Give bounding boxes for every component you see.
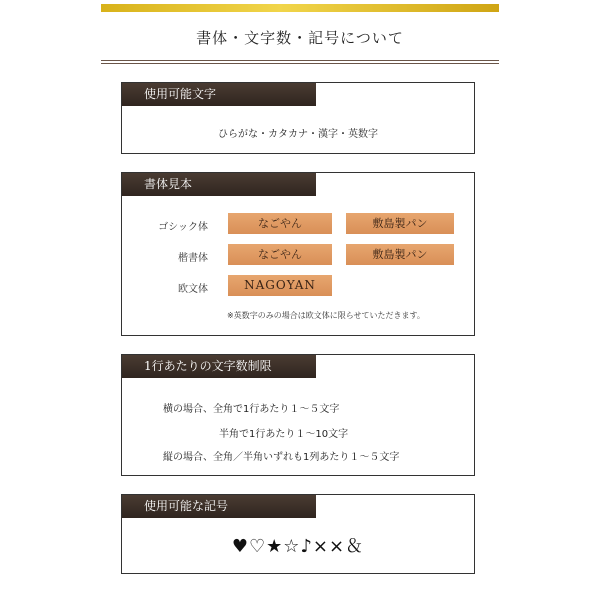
usable-symbols-list: ♥♡★☆♪××＆ bbox=[231, 536, 365, 557]
sample-roman-nagoyan: NAGOYAN bbox=[228, 275, 332, 296]
usable-chars-text: ひらがな・カタカナ・漢字・英数字 bbox=[218, 129, 378, 140]
char-limit-panel bbox=[121, 354, 475, 476]
sample-kaisho-nagoyan: なごやん bbox=[228, 244, 332, 265]
sample-gothic-shikishima: 敷島製パン bbox=[346, 213, 454, 234]
usable-chars-panel bbox=[121, 82, 475, 154]
font-label-kaisho: 楷書体 bbox=[178, 253, 208, 264]
usable-symbols-heading: 使用可能な記号 bbox=[122, 495, 316, 518]
gold-top-bar bbox=[101, 4, 499, 12]
font-note: ※英数字のみの場合は欧文体に限らせていただきます。 bbox=[227, 311, 425, 320]
font-samples-panel bbox=[121, 172, 475, 336]
font-samples-heading: 書体見本 bbox=[122, 173, 316, 196]
sample-gothic-nagoyan: なごやん bbox=[228, 213, 332, 234]
char-limit-heading: 1行あたりの文字数制限 bbox=[122, 355, 316, 378]
char-limit-line-halfwidth: 半角で1行あたり１～10文字 bbox=[219, 429, 349, 440]
sample-kaisho-shikishima: 敷島製パン bbox=[346, 244, 454, 265]
usable-chars-heading: 使用可能文字 bbox=[122, 83, 316, 106]
font-label-roman: 欧文体 bbox=[178, 284, 208, 295]
char-limit-line-horizontal: 横の場合、全角で1行あたり１～５文字 bbox=[163, 404, 340, 415]
usable-symbols-panel bbox=[121, 494, 475, 574]
font-label-gothic: ゴシック体 bbox=[158, 222, 208, 233]
page-title: 書体・文字数・記号について bbox=[196, 29, 404, 47]
char-limit-line-vertical: 縦の場合、全角／半角いずれも1列あたり１～５文字 bbox=[163, 452, 400, 463]
title-rule-bottom bbox=[101, 63, 499, 64]
title-rule-top bbox=[101, 60, 499, 61]
